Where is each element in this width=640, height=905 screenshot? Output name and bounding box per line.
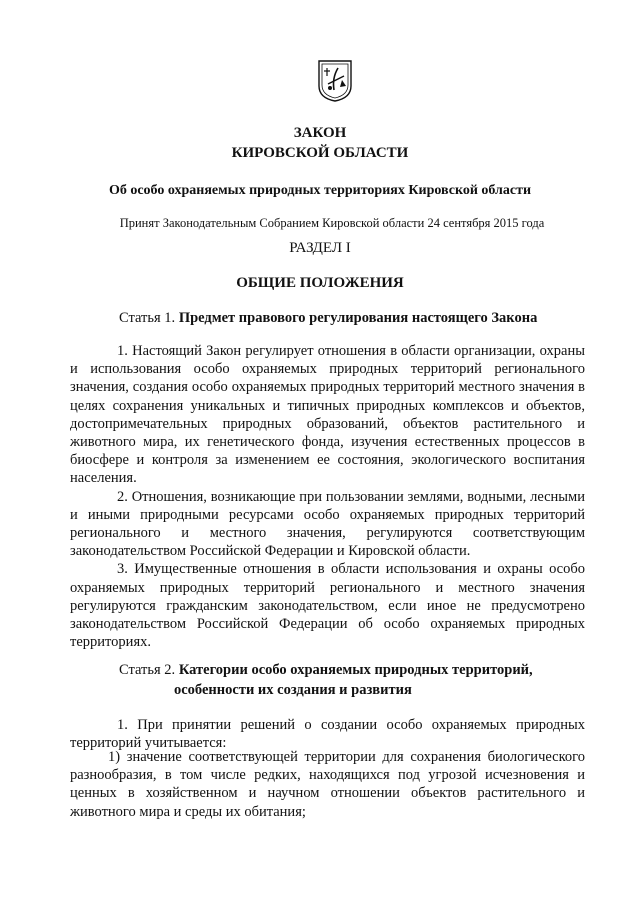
paragraph: 1. При принятии решений о создании особо охраняемых природных территорий учитывается: xyxy=(70,717,585,752)
article-1-body xyxy=(70,342,585,651)
section-title: ОБЩИЕ ПОЛОЖЕНИЯ xyxy=(236,275,404,291)
article-1-prefix: Статья 1. xyxy=(119,310,176,326)
article-2-prefix: Статья 2. xyxy=(119,662,176,678)
law-region: КИРОВСКОЙ ОБЛАСТИ xyxy=(231,145,409,161)
article-2-heading xyxy=(119,662,533,679)
article-2-title-continued: особенности их создания и развития xyxy=(174,682,412,698)
article-2-subitem xyxy=(70,748,585,821)
paragraph: 1) значение соответствующей территории для сохранения биологического разнообразия, в том числе редких, находящихся под угрозой исчезновения и ценных в хозяйственном и научном отношении объектов растительного и животного мира и среды их обитания; xyxy=(70,749,585,820)
article-1-title: Предмет правового регулирования настоящего Закона xyxy=(178,310,538,326)
adoption-note: Принят Законодательным Собранием Кировской области 24 сентября 2015 года xyxy=(119,216,545,230)
paragraph: 1. Настоящий Закон регулирует отношения в области организации, охраны и использования особо охраняемых природных территорий регионального значения, создания особо охраняемых природных территорий местного значения в целях сохранения уникальных и типичных природных комплексов и объектов, достопримечательных природных образований, объектов растительного и животного мира, их генетического фонда, изучения естественных процессов в биосфере и контроля за изменением ее состояния, экологического воспитания населения. xyxy=(70,343,585,487)
paragraph: 2. Отношения, возникающие при пользовании землями, водными, лесными и иными природными ресурсами особо охраняемых природных территорий регионального и местного значения, регулируются соответствующим законодательством Российской Федерации и Кировской области. xyxy=(70,488,585,560)
law-title: ЗАКОН xyxy=(293,125,347,141)
article-1-heading xyxy=(119,310,537,327)
paragraph: 3. Имущественные отношения в области использования и охраны особо охраняемых природных территорий регионального и местного значения регулируются гражданским законодательством, если иное не предусмотрено законодательством Российской Федерации об особо охраняемых природных территориях. xyxy=(70,561,585,651)
section-label: РАЗДЕЛ I xyxy=(289,240,351,256)
article-2-body xyxy=(70,716,585,752)
law-subtitle: Об особо охраняемых природных территориях Кировской области xyxy=(108,183,532,198)
article-2-title: Категории особо охраняемых природных территорий, xyxy=(178,662,533,678)
coat-of-arms-icon xyxy=(318,60,352,102)
